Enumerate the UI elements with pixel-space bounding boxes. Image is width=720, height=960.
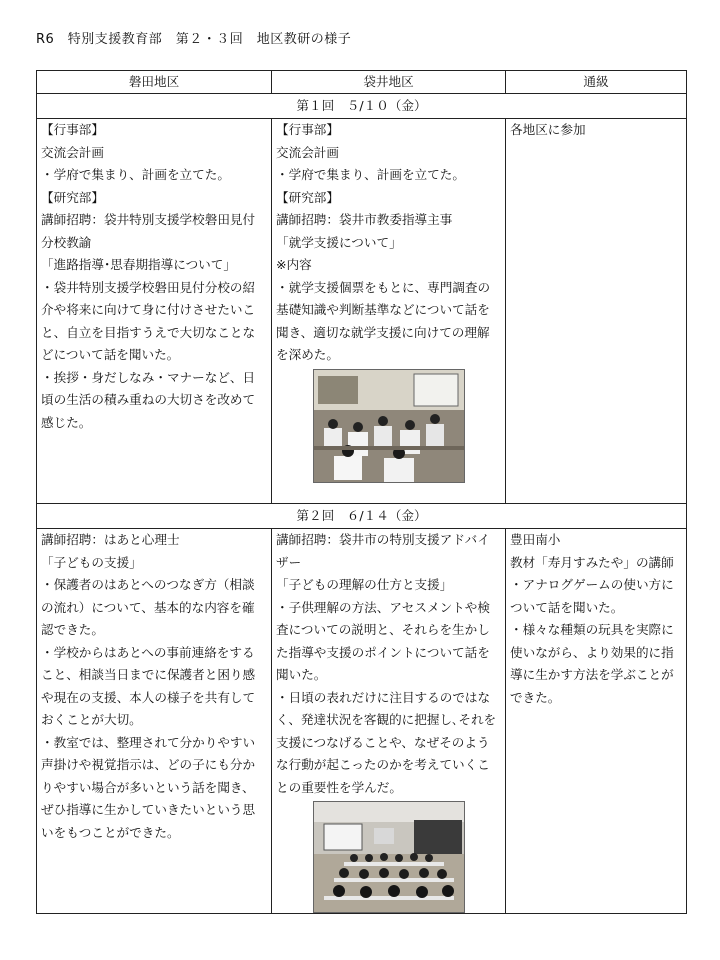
page-title: R6 特別支援教育部 第２・３回 地区教研の様子 [36, 32, 352, 47]
text-line: ・様々な種類の玩具を実際に使いながら、より効果的に指導に生かす方法を学ぶことができた。 [510, 622, 674, 705]
text-line: ・就学支援個票をもとに、専門調査の基礎知識や判断基準などについて話を聞き、適切な就学支援に向けての理解を深めた。 [276, 279, 491, 362]
text-line: 【行事部】 [276, 122, 339, 137]
text-line: ・日頃の表れだけに注目するのではなく、発達状況を客観的に把握し､それを支援につなげることや、なぜそのような行動が起こったのかを考えていくことの重要性を学んだ。 [276, 689, 497, 795]
text-line: ・学府で集まり、計画を立てた。 [276, 167, 465, 182]
column-header-tsukyu: 通級 [506, 71, 687, 94]
session-2-label: 第２回 ６/１４（金） [37, 504, 687, 529]
classroom-photo [313, 369, 465, 483]
text-line: ・子供理解の方法、アセスメントや検査についての説明と、それらを生かした指導や支援のポイントについて話を聞いた。 [276, 599, 490, 682]
session-2-header-row [37, 504, 687, 529]
text-line: ・挨拶・身だしなみ・マナーなど、日頃の生活の積み重ねの大切さを改めて感じた。 [41, 369, 256, 430]
report-table [36, 70, 687, 914]
text-line: 「就学支援について」 [276, 234, 402, 250]
text-line: 交流会計画 [41, 144, 104, 160]
session-1-iwata-cell [37, 119, 272, 504]
session-1-tsukyu-cell [506, 119, 687, 504]
text-line: 講師招聘：袋井特別支援学校磐田見付分校教諭 [41, 212, 256, 250]
text-line: 豊田南小 [510, 532, 561, 547]
text-line: ・教室では、整理されて分かりやすい声掛けや視覚指示は、どの子にも分かりやすい場合が多いという話を聞き、ぜひ指導に生かしていきたいという思いをもつことができた。 [41, 734, 256, 840]
text-line: 教材「寿月すみたや」の講師 [510, 554, 674, 570]
text-line: 【研究部】 [276, 189, 339, 205]
text-line: ・保護者のはあとへのつなぎ方（相談の流れ）について、基本的な内容を確認できた。 [41, 577, 255, 637]
text-line: 「進路指導･思春期指導について」 [41, 257, 236, 272]
header-row [37, 71, 687, 94]
text-line: ・袋井特別支援学校磐田見付分校の紹介や将来に向けて身に付けさせたいこと、自立を目指すうえで大切なことなどについて話を聞いた。 [41, 279, 256, 362]
text-line: ※内容 [276, 257, 312, 272]
text-line: 講師招聘：袋井市教委指導主事 [276, 212, 453, 227]
session-2-iwata-cell [37, 529, 272, 914]
session-2-fukuroi-cell [272, 529, 506, 914]
text-line: 【研究部】 [41, 189, 104, 205]
session-1-header-row [37, 94, 687, 119]
text-line: 各地区に参加 [510, 122, 586, 137]
text-line: 【行事部】 [41, 122, 104, 137]
text-line: 交流会計画 [276, 144, 339, 160]
text-line: ・アナログゲームの使い方について話を聞いた。 [510, 577, 674, 615]
text-line: ・学府で集まり、計画を立てた。 [41, 167, 230, 182]
text-line: ・学校からはあとへの事前連絡をすること、相談当日までに保護者と困り感や現在の支援、本人の様子を共有しておくことが大切。 [41, 644, 256, 727]
session-1-content-row [37, 119, 687, 504]
text-line: 「子どもの支援」 [41, 554, 142, 570]
text-line: 講師招聘：はあと心理士 [41, 532, 180, 547]
text-line: 「子どもの理解の仕方と支援」 [276, 577, 453, 592]
session-2-tsukyu-cell [506, 529, 687, 914]
session-1-label: 第１回 ５/１０（金） [37, 94, 687, 119]
lecture-hall-photo [313, 801, 465, 913]
column-header-fukuroi: 袋井地区 [272, 71, 506, 94]
column-header-iwata: 磐田地区 [37, 71, 272, 94]
text-line: 講師招聘：袋井市の特別支援アドバイザー [276, 532, 490, 570]
session-1-fukuroi-cell [272, 119, 506, 504]
session-2-content-row [37, 529, 687, 914]
